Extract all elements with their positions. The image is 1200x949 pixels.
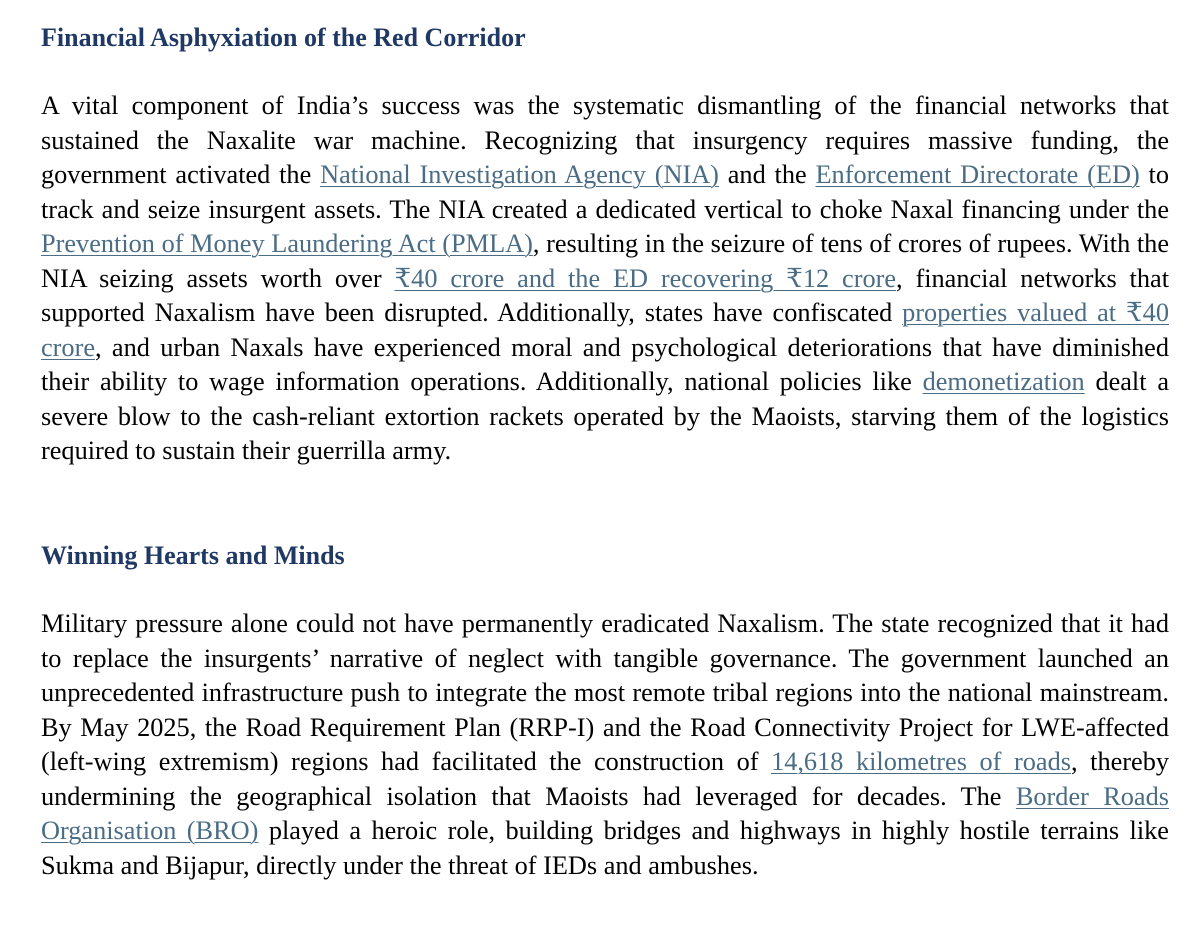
link-national-investigation-agency[interactable]: National Investigation Agency (NIA) [320,160,719,189]
link-pmla[interactable]: Prevention of Money Laundering Act (PMLA) [41,229,533,258]
text-span: Military pressure alone could not have permanently eradicated Naxalism. The state recognized that it had to replace the insurgents’ narrative of neglect with tangible governance. The government launched an unprecedented infrastructure push to integrate the most remote tribal regions into the national mainstream. By May 2025, the Road Requirement Plan (RRP-I) and the Road Connectivity Project for LWE-affected (left-wing extremism) regions had facilitated the construction of [41,609,1169,776]
text-span: dealt a severe blow to the cash-reliant extortion rackets operated by the Maoists, starving them of the logistics required to sustain their guerrilla army. [41,367,1169,465]
text-span: , financial networks that supported Naxalism have been disrupted. Additionally, states have confiscated [41,263,1169,327]
paragraph-infrastructure [41,607,1169,883]
link-seized-assets[interactable]: ₹40 crore and the ED recovering ₹12 crore [394,263,897,293]
text-span: A vital component of India’s success was the systematic dismantling of the financial networks that sustained the Naxalite war machine. Recognizing that insurgency requires massive funding, the government activated the [41,91,1169,189]
section-heading-financial-asphyxiation: Financial Asphyxiation of the Red Corridor [41,23,526,52]
section-heading-winning-hearts: Winning Hearts and Minds [41,541,345,570]
link-border-roads-organisation[interactable]: Border Roads Organisation (BRO) [41,781,1169,845]
link-enforcement-directorate[interactable]: Enforcement Directorate (ED) [815,160,1140,189]
paragraph-financial-networks [41,89,1169,469]
text-span: , thereby undermining the geographical isolation that Maoists had leveraged for decades. The [41,747,1169,811]
text-span: and the [718,160,816,189]
text-span: played a heroic role, building bridges and highways in highly hostile terrains like Sukma and Bijapur, directly under the threat of IEDs and ambushes. [41,816,1169,880]
text-span: , resulting in the seizure of tens of crores of rupees. With the NIA seizing assets worth over [41,229,1170,293]
link-kilometres-of-roads[interactable]: 14,618 kilometres of roads [771,747,1071,776]
text-span: , and urban Naxals have experienced moral and psychological deteriorations that have diminished their ability to wage information operations. Additionally, national policies like [41,332,1169,396]
link-confiscated-properties[interactable]: properties valued at ₹40 crore [41,298,1169,362]
link-demonetization[interactable]: demonetization [922,367,1085,396]
text-span: to track and seize insurgent assets. The NIA created a dedicated vertical to choke Naxal financing under the [41,160,1170,224]
